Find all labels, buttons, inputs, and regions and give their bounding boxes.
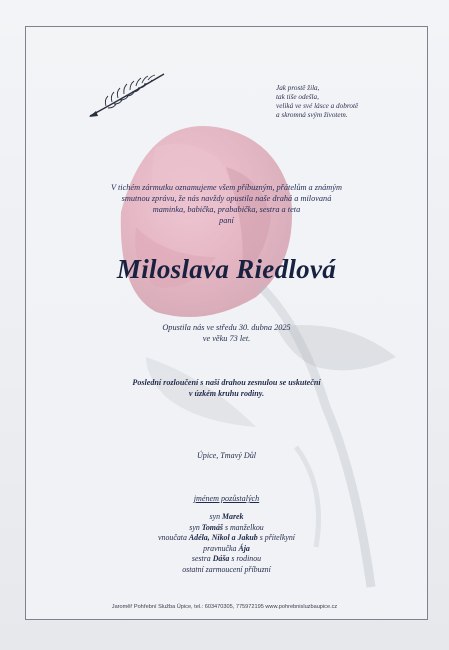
family-member-name: Dáša — [212, 554, 230, 564]
family-member-relation: ostatní zarmoucení příbuzní — [182, 564, 271, 574]
quote-line: Jak prostě žila, — [276, 84, 320, 92]
family-member-name: Ája — [238, 543, 250, 553]
memorial-quote — [276, 84, 416, 120]
intro-line: V tichém zármutku oznamujeme všem příbuzným, přátelům a známým — [111, 183, 342, 192]
page-frame — [25, 26, 428, 620]
farewell-line: v úzkém kruhu rodiny. — [188, 388, 265, 398]
family-member — [26, 512, 427, 523]
family-member-relation: s přítelkyní — [257, 533, 295, 543]
intro-line: maminka, babička, prababička, sestra a teta — [152, 205, 301, 214]
family-member — [26, 523, 427, 534]
family-member-relation: s rodinou — [229, 554, 262, 564]
place-of-residence: Úpice, Tmavý Důl — [196, 451, 257, 460]
funeral-service-footer: Jaroměř Pohřební Služba Úpice, tel.: 603470305, 775972195 www.pohrebnisluzbaupice.cz — [111, 604, 338, 610]
mourners-heading: jménem pozůstalých — [193, 494, 260, 503]
family-member — [26, 533, 427, 544]
intro-line: smutnou zprávu, že nás navždy opustila naše drahá a milovaná — [121, 194, 332, 203]
farewell-line: Poslední rozloučení s naší drahou zesnulou se uskuteční — [132, 378, 321, 387]
family-member-relation: syn — [189, 522, 202, 532]
death-date-info — [26, 323, 427, 344]
intro-line: paní — [219, 216, 234, 225]
family-member-relation: pravnučka — [203, 543, 239, 553]
family-member-relation: syn — [209, 512, 222, 521]
quote-line: veliká ve své lásce a dobrotě — [276, 102, 359, 110]
family-member-relation: vnoučata — [158, 533, 189, 543]
died-line: Opustila nás ve středu 30. dubna 2025 — [162, 323, 291, 332]
family-list — [26, 512, 427, 576]
palm-frond-icon — [86, 70, 168, 120]
family-member-name: Adéla, Nikol a Jakub — [188, 533, 258, 543]
family-member-relation: s manželkou — [222, 522, 264, 532]
family-member-name: Tomáš — [201, 522, 223, 532]
family-member-relation: sestra — [191, 554, 213, 564]
funeral-notice — [26, 378, 427, 399]
family-member — [26, 544, 427, 555]
family-member-name: Marek — [222, 512, 244, 521]
family-member — [26, 565, 427, 576]
family-member — [26, 554, 427, 565]
quote-line: a skromná svým životem. — [276, 111, 348, 119]
quote-line: tak tiše odešla, — [276, 93, 319, 101]
age-line: ve věku 73 let. — [202, 333, 251, 343]
announcement-intro — [26, 182, 427, 226]
deceased-name: Miloslava Riedlová — [116, 254, 337, 284]
